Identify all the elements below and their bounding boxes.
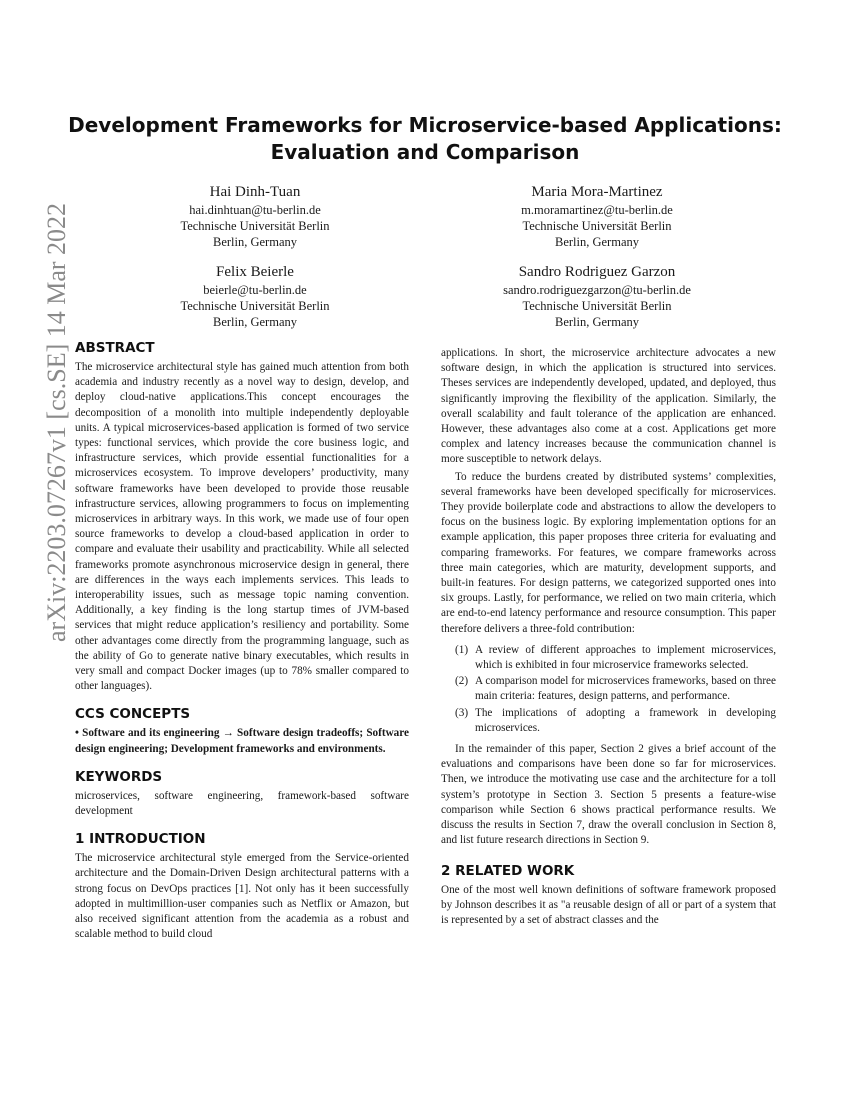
author-block-3 xyxy=(125,262,385,330)
author-location: Berlin, Germany xyxy=(554,235,639,249)
related-work-paragraph: One of the most well known definitions of software framework proposed by Johnson describes it as "a reusable design of all or part of a system that is represented by a set of abstract classes and the xyxy=(441,883,776,926)
author-location: Berlin, Germany xyxy=(212,315,297,329)
right-column xyxy=(441,346,776,928)
author-affiliation: Technische Universität Berlin xyxy=(522,219,672,233)
arxiv-stamp: arXiv:2203.07267v1 [cs.SE] 14 Mar 2022 xyxy=(42,202,71,642)
abstract-heading: ABSTRACT xyxy=(75,340,155,356)
frameworks-paragraph: To reduce the burdens created by distributed systems’ complexities, several frameworks have been developed specifically for microservices. They provide boilerplate code and abstractions to allow the developers to focus on the business logic. By exploring implementation options for an example application, this paper proposes three criteria for evaluating and comparing frameworks. For features, we compare frameworks across three main categories, which are maturity, development supports, and built-in features. For design patterns, we categorized supported ones into six groups. Lastly, for performance, we relied on two main criteria, which are end-to-end latency performance and resource consumption. This paper therefore delivers a three-fold contribution: xyxy=(441,470,776,635)
intro-continued-paragraph: applications. In short, the microservice architecture advocates a new software design, in which the application is structured into services. Theses services are independently developed, updated, and deployed, thus significantly improving the flexibility of the application. Similarly, the overall scalability and fault tolerance of the application are enhanced. However, these advantages also come at a cost. Applications get more complex and latency increases because the communication channel is more susceptible to network delays. xyxy=(441,347,776,466)
author-affiliation: Technische Universität Berlin xyxy=(522,299,672,313)
keywords-text: microservices, software engineering, framework-based software development xyxy=(75,789,409,818)
title-line-2: Evaluation and Comparison xyxy=(270,140,580,164)
author-email[interactable]: hai.dinhtuan@tu-berlin.de xyxy=(189,203,321,217)
paper-title xyxy=(60,112,790,166)
list-item: (1) A review of different approaches to implement microservices, which is exhibited in four microservice frameworks selected. xyxy=(455,643,776,672)
author-block-4 xyxy=(467,262,727,330)
author-name: Maria Mora-Martinez xyxy=(531,184,663,200)
author-email[interactable]: m.moramartinez@tu-berlin.de xyxy=(521,203,673,217)
left-column xyxy=(75,340,409,943)
author-email[interactable]: beierle@tu-berlin.de xyxy=(203,283,307,297)
author-name: Hai Dinh-Tuan xyxy=(209,184,301,200)
related-work-heading: 2 RELATED WORK xyxy=(441,862,575,879)
introduction-paragraph: The microservice architectural style emerged from the Service-oriented architecture and the Domain-Driven Design architectural patterns with a strong focus on DevOps practices [1]. Not only has it been successfully adopted in multimillion-user companies such as Netflix or Amazon, but also received significant attention from the academia as a robust and scalable method to build cloud xyxy=(75,852,409,941)
author-affiliation: Technische Universität Berlin xyxy=(180,219,330,233)
ccs-text: • Software and its engineering → Software design tradeoffs; Software design engineering; Development frameworks and environments. xyxy=(75,727,409,755)
title-line-1: Development Frameworks for Microservice-based Applications: xyxy=(68,113,782,137)
author-block-1 xyxy=(125,182,385,250)
outline-paragraph: In the remainder of this paper, Section 2 gives a brief account of the evaluations and comparisons have been done so far for microservices. Then, we introduce the motivating use case and the architecture for a toll system’s prototype in Section 3. Section 5 presents a feature-wise comparison while Section 6 shows practical performance results. We discuss the results in Section 7, draw the overall conclusion in Section 8, and list future research directions in Section 9. xyxy=(441,743,776,847)
author-email[interactable]: sandro.rodriguezgarzon@tu-berlin.de xyxy=(503,283,691,297)
introduction-heading: 1 INTRODUCTION xyxy=(75,831,206,848)
author-location: Berlin, Germany xyxy=(554,315,639,329)
keywords-heading: KEYWORDS xyxy=(75,768,163,785)
author-name: Sandro Rodriguez Garzon xyxy=(518,264,676,280)
author-location: Berlin, Germany xyxy=(212,235,297,249)
author-affiliation: Technische Universität Berlin xyxy=(180,299,330,313)
abstract-text: The microservice architectural style has gained much attention from both academia and industry recently as a novel way to design, develop, and deploy cloud-native applications.This concept encourages the decomposition of a monolith into multiple independently deployable units. A typical microservices-based application is formed of two service types: functional services, which provide the core business logic, and infrastructure services, which provide essential functionalities for a microservices ecosystem. To improve developers’ productivity, many software frameworks have been developed to provide those reusable infrastructure services, allowing programmers to focus on implementing microservices in arbitrary ways. In this work, we made use of four open source frameworks to develop a cloud-based application in order to compare and evaluate their usability and practicability. While all selected frameworks promote asynchronous microservice design in general, there are differences in the ways each implements services. This leads to interoperability issues, such as message topic naming convention. Additionally, a key finding is the long startup times of JVM-based services that might reduce application’s resiliency and portability. Some other advantages come directly from the programming language, such as the ability of Go to generate native binary executables, which results in very small and compact Docker images (up to 78% smaller compared to other languages). xyxy=(75,361,409,693)
list-item: (2) A comparison model for microservices frameworks, based on three main criteria: features, design patterns, and performance. xyxy=(455,675,776,703)
author-name: Felix Beierle xyxy=(216,264,294,280)
list-item: (3) The implications of adopting a framework in developing microservices. xyxy=(455,706,776,734)
contribution-list xyxy=(441,643,776,736)
ccs-heading: CCS CONCEPTS xyxy=(75,706,191,723)
author-block-2 xyxy=(467,182,727,250)
